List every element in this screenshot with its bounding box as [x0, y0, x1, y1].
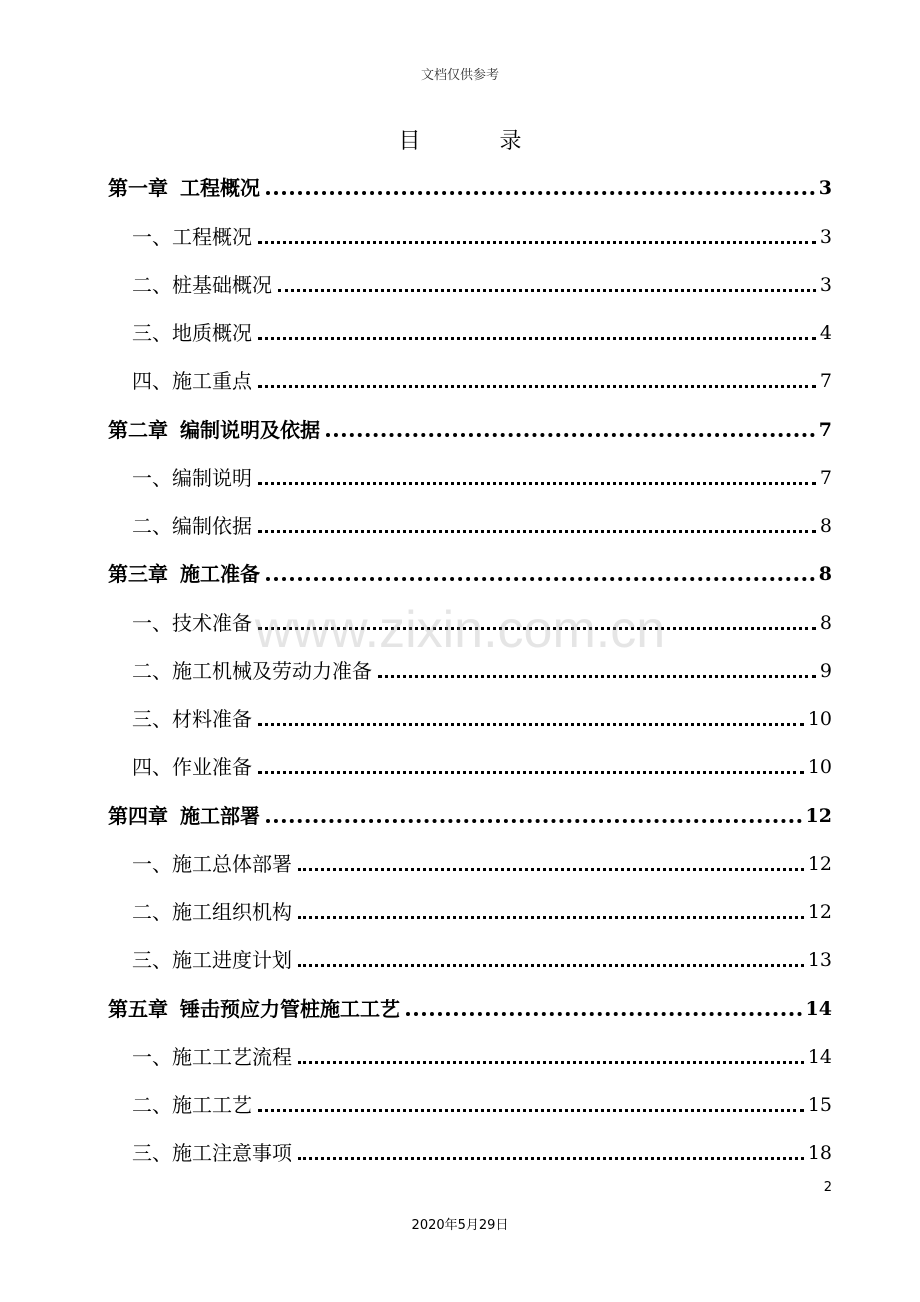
toc-entry-page: 12 [807, 852, 832, 875]
toc-entry-page: 13 [807, 949, 832, 972]
toc-dot-leader [258, 723, 804, 726]
toc-entry-page: 3 [819, 273, 832, 296]
toc-entry-number: 四、 [132, 755, 172, 780]
toc-dot-leader [258, 771, 804, 774]
toc-entry-label [132, 1093, 252, 1117]
toc-entry-title: 作业准备 [172, 755, 252, 780]
toc-entry-page: 3 [818, 177, 832, 200]
toc-entry-label [132, 321, 252, 345]
toc-entry-number: 三、 [132, 1141, 172, 1166]
toc-chapter-entry[interactable] [108, 164, 832, 212]
toc-section-entry[interactable] [108, 888, 832, 936]
toc-section-entry[interactable] [108, 598, 832, 646]
toc-entry-number: 三、 [132, 948, 172, 973]
toc-dot-leader [258, 385, 816, 388]
toc-dot-leader [258, 482, 816, 485]
toc-entry-title: 锤击预应力管桩施工工艺 [180, 996, 400, 1021]
toc-chapter-entry[interactable] [108, 791, 832, 839]
toc-entry-page: 7 [819, 466, 832, 489]
toc-entry-title: 施工机械及劳动力准备 [172, 658, 372, 683]
toc-entry-number: 二、 [132, 900, 172, 924]
toc-section-entry[interactable] [108, 840, 832, 888]
toc-section-entry[interactable] [108, 936, 832, 984]
toc-entry-label [132, 514, 252, 538]
toc-entry-label [132, 852, 292, 876]
toc-entry-label [132, 900, 292, 924]
toc-entry-number: 二、 [132, 1093, 172, 1117]
toc-entry-page: 8 [818, 563, 832, 586]
toc-entry-label [108, 176, 260, 200]
toc-entry-title: 工程概况 [172, 224, 252, 249]
toc-entry-title: 编制说明 [172, 465, 252, 490]
toc-dot-leader [298, 916, 804, 919]
toc-entry-number: 第三章 [108, 562, 168, 587]
toc-entry-page: 7 [818, 418, 832, 441]
toc-dot-leader [298, 1061, 804, 1064]
toc-chapter-entry[interactable] [108, 550, 832, 598]
toc-section-entry[interactable] [108, 357, 832, 405]
toc-title-char-2: 录 [499, 129, 522, 154]
toc-chapter-entry[interactable] [108, 984, 832, 1032]
toc-dot-leader [298, 1157, 804, 1160]
toc-dot-leader [278, 289, 816, 292]
toc-dot-leader [266, 191, 815, 195]
toc-section-entry[interactable] [108, 647, 832, 695]
toc-entry-number: 第四章 [108, 803, 168, 828]
toc-section-entry[interactable] [108, 743, 832, 791]
toc-entry-page: 14 [807, 1045, 832, 1068]
toc-entry-label [108, 997, 400, 1021]
toc-entry-number: 第二章 [108, 417, 168, 442]
toc-entry-label [108, 562, 260, 586]
toc-entry-number: 二、 [132, 272, 172, 297]
toc-entry-title: 施工部署 [180, 803, 260, 828]
page-number: 2 [823, 1180, 832, 1195]
toc-entry-page: 15 [807, 1094, 832, 1116]
toc-entry-title: 桩基础概况 [172, 272, 272, 297]
toc-section-entry[interactable] [108, 1033, 832, 1081]
watermark: www.zixin.com.cn [254, 601, 666, 659]
toc-entry-title: 施工准备 [180, 562, 260, 587]
toc-entry-label [132, 1141, 292, 1165]
toc-entry-label [132, 1045, 292, 1069]
toc-entry-page: 8 [819, 515, 832, 537]
toc-entry-number: 一、 [132, 851, 172, 876]
toc-entry-title: 施工总体部署 [172, 851, 292, 876]
toc-dot-leader [266, 577, 815, 581]
toc-entry-page: 10 [807, 756, 832, 779]
toc-entry-title: 编制依据 [172, 514, 252, 538]
toc-entry-number: 二、 [132, 658, 172, 683]
toc-entry-number: 四、 [132, 369, 172, 394]
toc-entry-title: 材料准备 [172, 707, 252, 731]
toc-section-entry[interactable] [108, 309, 832, 357]
toc-dot-leader [266, 819, 802, 823]
toc-section-entry[interactable] [108, 1081, 832, 1129]
toc-entry-page: 14 [805, 997, 832, 1020]
toc-dot-leader [378, 675, 816, 678]
toc-entry-label [108, 804, 260, 828]
toc-entry-number: 第五章 [108, 996, 168, 1021]
toc-dot-leader [258, 627, 816, 630]
toc-entry-page: 8 [819, 611, 832, 634]
toc-entry-label [132, 755, 252, 779]
toc-entry-title: 编制说明及依据 [180, 417, 320, 442]
toc-entry-page: 3 [819, 225, 832, 248]
toc-entry-label [132, 611, 252, 635]
toc-entry-title: 施工组织机构 [172, 900, 292, 924]
toc-dot-leader [258, 337, 816, 340]
toc-dot-leader [298, 964, 804, 967]
toc-entry-number: 三、 [132, 707, 172, 731]
toc-section-entry[interactable] [108, 261, 832, 309]
toc-dot-leader [406, 1012, 802, 1016]
toc-section-entry[interactable] [108, 695, 832, 743]
toc-dot-leader [258, 241, 816, 244]
toc-entry-number: 三、 [132, 321, 172, 345]
toc-entry-page: 4 [819, 322, 832, 344]
toc-chapter-entry[interactable] [108, 405, 832, 453]
toc-section-entry[interactable] [108, 454, 832, 502]
toc-entry-label [132, 707, 252, 731]
toc-entry-label [132, 369, 252, 393]
toc-entry-label [132, 948, 292, 972]
toc-section-entry[interactable] [108, 1129, 832, 1177]
toc-dot-leader [298, 868, 804, 871]
toc-entry-number: 一、 [132, 465, 172, 490]
toc-title [0, 124, 920, 155]
toc-entry-title: 施工注意事项 [172, 1141, 292, 1166]
toc-dot-leader [326, 433, 815, 437]
toc-entry-title: 施工重点 [172, 369, 252, 394]
toc-entry-title: 施工进度计划 [172, 948, 292, 973]
toc-entry-number: 二、 [132, 514, 172, 538]
table-of-contents [108, 164, 832, 1177]
toc-dot-leader [258, 530, 816, 533]
toc-entry-page: 7 [819, 370, 832, 393]
toc-section-entry[interactable] [108, 212, 832, 260]
toc-entry-label [132, 273, 272, 297]
toc-entry-title: 技术准备 [172, 610, 252, 635]
toc-entry-title: 施工工艺 [172, 1093, 252, 1117]
toc-entry-title: 地质概况 [172, 321, 252, 345]
toc-entry-label [132, 466, 252, 490]
toc-entry-page: 12 [807, 901, 832, 923]
page-footer-date: 2020年5月29日 [411, 1218, 509, 1233]
toc-entry-label [108, 418, 320, 442]
toc-entry-page: 18 [807, 1142, 832, 1165]
toc-entry-number: 第一章 [108, 176, 168, 201]
toc-section-entry[interactable] [108, 502, 832, 550]
toc-entry-number: 一、 [132, 1044, 172, 1069]
toc-title-char-1: 目 [398, 129, 421, 154]
toc-entry-label [132, 659, 372, 683]
toc-entry-page: 10 [807, 708, 832, 730]
toc-dot-leader [258, 1109, 804, 1112]
toc-entry-page: 12 [805, 804, 832, 827]
toc-entry-number: 一、 [132, 610, 172, 635]
toc-entry-page: 9 [819, 659, 832, 682]
toc-entry-label [132, 225, 252, 249]
toc-entry-number: 一、 [132, 224, 172, 249]
toc-entry-title: 施工工艺流程 [172, 1044, 292, 1069]
page-header: 文档仅供参考 [420, 68, 499, 83]
toc-entry-title: 工程概况 [180, 176, 260, 201]
